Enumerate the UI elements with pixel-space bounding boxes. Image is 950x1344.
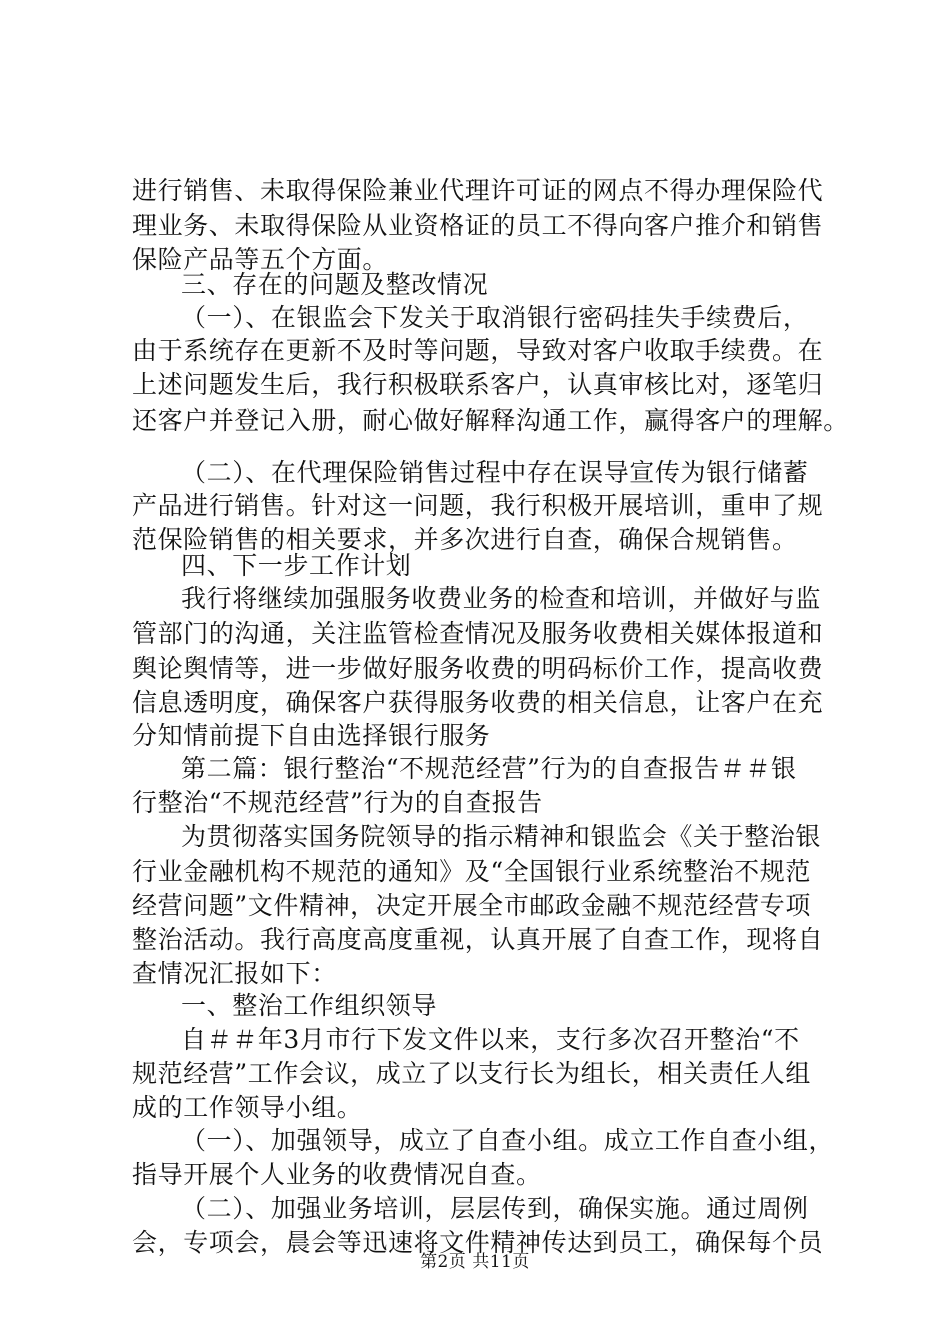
text-line: （二）、加强业务培训，层层传到，确保实施。通过周例 bbox=[181, 1194, 809, 1223]
text-line: 查情况汇报如下： bbox=[132, 959, 337, 988]
text-line: 进行销售、未取得保险兼业代理许可证的网点不得办理保险代 bbox=[132, 176, 824, 205]
text-line: 舆论舆情等，进一步做好服务收费的明码标价工作，提高收费 bbox=[132, 654, 824, 683]
text-line: 上述问题发生后，我行积极联系客户，认真审核比对，逐笔归 bbox=[132, 370, 824, 399]
text-line: 我行将继续加强服务收费业务的检查和培训，并做好与监 bbox=[181, 584, 822, 613]
text-line: 成的工作领导小组。 bbox=[132, 1093, 363, 1122]
text-line: 理业务、未取得保险从业资格证的员工不得向客户推介和销售 bbox=[132, 211, 824, 240]
text-line: 管部门的沟通，关注监管检查情况及服务收费相关媒体报道和 bbox=[132, 619, 824, 648]
chapter-title: 行整治“不规范经营”行为的自查报告 bbox=[132, 788, 543, 817]
text-line: 产品进行销售。针对这一问题，我行积极开展培训，重申了规 bbox=[132, 491, 824, 520]
text-line: 分知情前提下自由选择银行服务 bbox=[132, 721, 491, 750]
text-line: 保险产品等五个方面。 bbox=[132, 245, 389, 274]
text-line: 指导开展个人业务的收费情况自查。 bbox=[132, 1160, 542, 1189]
page-number-footer: 第2页 共11页 bbox=[420, 1252, 530, 1272]
text-line: 行业金融机构不规范的通知》及“全国银行业系统整治不规范 bbox=[132, 857, 811, 886]
text-line: （一）、加强领导，成立了自查小组。成立工作自查小组， bbox=[181, 1126, 835, 1155]
section-heading: 四、下一步工作计划 bbox=[181, 551, 412, 580]
section-heading: 三、存在的问题及整改情况 bbox=[181, 270, 489, 299]
text-line: （二）、在代理保险销售过程中存在误导宣传为银行储蓄 bbox=[181, 458, 809, 487]
text-line: 整治活动。我行高度高度重视，认真开展了自查工作，现将自 bbox=[132, 925, 824, 954]
text-line: 自＃＃年3月市行下发文件以来，支行多次召开整治“不 bbox=[181, 1025, 800, 1054]
chapter-title: 第二篇：银行整治“不规范经营”行为的自查报告＃＃银 bbox=[181, 754, 797, 783]
text-line: 还客户并登记入册，耐心做好解释沟通工作，赢得客户的理解。 bbox=[132, 406, 849, 435]
text-line: 会，专项会，晨会等迅速将文件精神传达到员工，确保每个员 bbox=[132, 1228, 824, 1257]
text-line: 规范经营”工作会议，成立了以支行长为组长，相关责任人组 bbox=[132, 1059, 811, 1088]
text-line: 为贯彻落实国务院领导的指示精神和银监会《关于整治银 bbox=[181, 822, 822, 851]
text-line: （一）、在银监会下发关于取消银行密码挂失手续费后， bbox=[181, 303, 809, 332]
section-heading: 一、整治工作组织领导 bbox=[181, 991, 438, 1020]
text-line: 经营问题”文件精神，决定开展全市邮政金融不规范经营专项 bbox=[132, 891, 811, 920]
text-line: 由于系统存在更新不及时等问题，导致对客户收取手续费。在 bbox=[132, 336, 824, 365]
text-line: 范保险销售的相关要求，并多次进行自查，确保合规销售。 bbox=[132, 525, 798, 554]
text-line: 信息透明度，确保客户获得服务收费的相关信息，让客户在充 bbox=[132, 688, 824, 717]
